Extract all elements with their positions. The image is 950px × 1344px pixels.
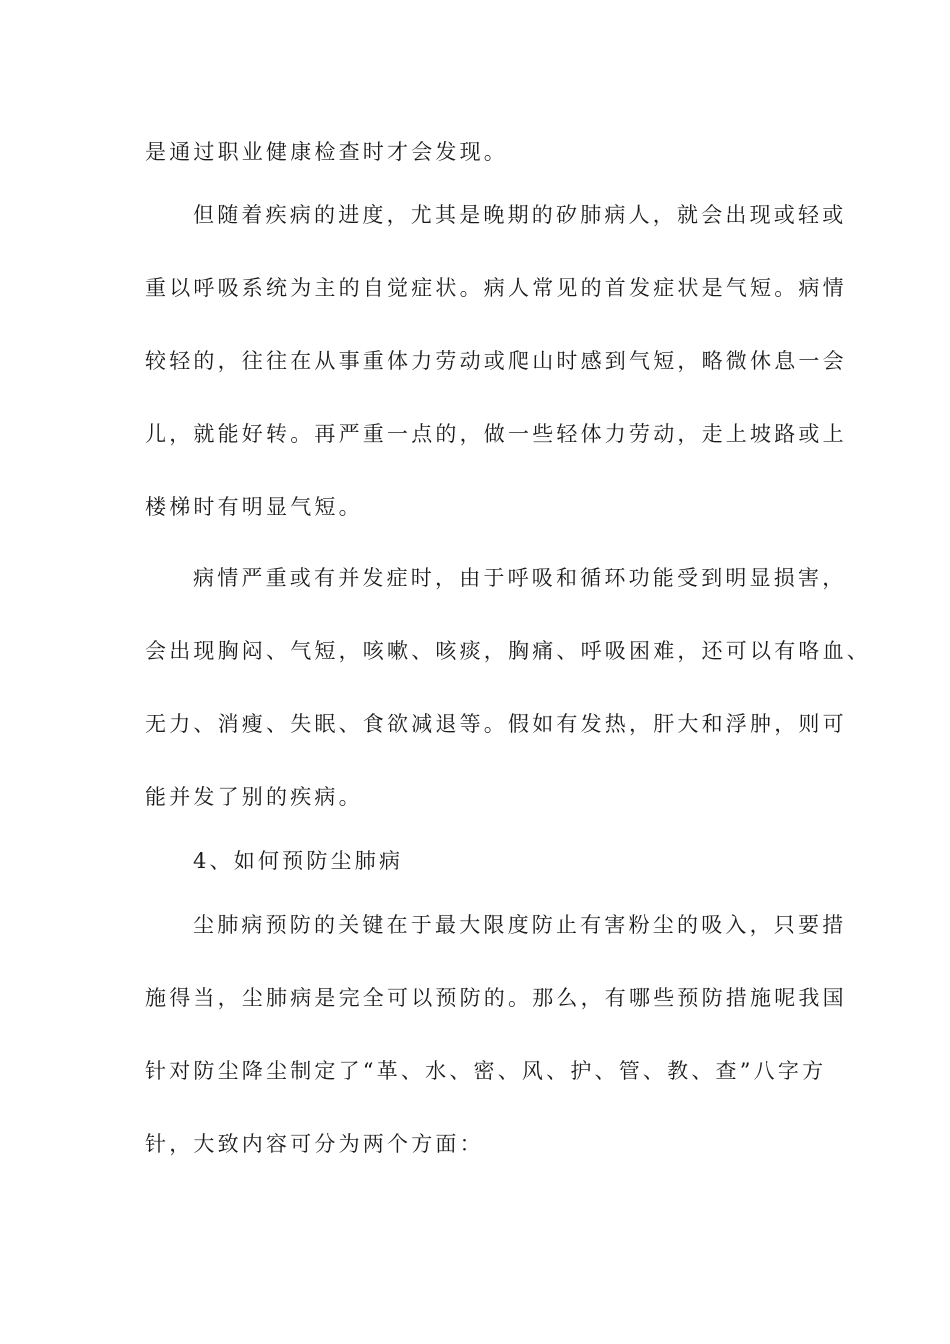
paragraph-line: 较轻的，往往在从事重体力劳动或爬山时感到气短，略微休息一会 bbox=[145, 349, 847, 373]
paragraph-line: 是通过职业健康检查时才会发现。 bbox=[145, 140, 508, 164]
paragraph-line: 但随着疾病的进度，尤其是晚期的矽肺病人，就会出现或轻或 bbox=[193, 203, 847, 227]
paragraph-line: 能并发了别的疾病。 bbox=[145, 785, 363, 809]
paragraph-line: 针对防尘降尘制定了“革、水、密、风、护、管、教、查”八字方 bbox=[145, 1059, 827, 1083]
paragraph-line: 针，大致内容可分为两个方面： bbox=[145, 1132, 484, 1156]
paragraph-line: 会出现胸闷、气短，咳嗽、咳痰，胸痛、呼吸困难，还可以有咯血、 bbox=[145, 639, 871, 663]
paragraph-line: 无力、消瘦、失眠、食欲减退等。假如有发热，肝大和浮肿，则可 bbox=[145, 712, 847, 736]
paragraph-line: 楼梯时有明显气短。 bbox=[145, 495, 363, 519]
section-heading: 4、如何预防尘肺病 bbox=[193, 849, 404, 873]
paragraph-line: 尘肺病预防的关键在于最大限度防止有害粉尘的吸入，只要措 bbox=[193, 913, 847, 937]
paragraph-line: 儿，就能好转。再严重一点的，做一些轻体力劳动，走上坡路或上 bbox=[145, 422, 847, 446]
paragraph-line: 病情严重或有并发症时，由于呼吸和循环功能受到明显损害， bbox=[193, 566, 847, 590]
paragraph-line: 施得当，尘肺病是完全可以预防的。那么，有哪些预防措施呢我国 bbox=[145, 986, 847, 1010]
paragraph-line: 重以呼吸系统为主的自觉症状。病人常见的首发症状是气短。病情 bbox=[145, 276, 847, 300]
